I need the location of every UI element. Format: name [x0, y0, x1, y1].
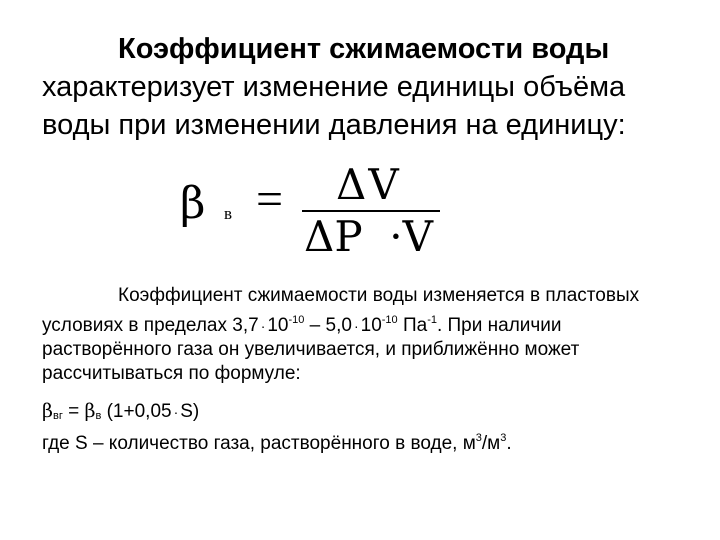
gas-formula-beta: β — [42, 400, 53, 422]
gas-formula-sub-v: в — [95, 410, 102, 422]
multiply-dot: · — [173, 404, 179, 420]
formula-equals: = — [256, 173, 284, 226]
gas-formula — [42, 400, 199, 423]
definition-text: характеризует изменение единицы объёма воды при изменении давления на единицу: — [42, 71, 626, 141]
where-line — [42, 432, 512, 455]
exponent-2: -10 — [381, 314, 398, 326]
range-paragraph — [42, 284, 692, 386]
formula-beta-subscript: в — [224, 204, 233, 223]
gas-formula-expr-start: (1+0,05 — [101, 401, 172, 422]
where-sup-2: 3 — [500, 432, 507, 444]
range-text-end: . При наличии растворённого газа он увеличивается, и приближённо может рассчитываться по формуле: — [42, 315, 580, 384]
ten-base-2: 10 — [360, 315, 382, 336]
where-text: где S – количество газа, растворённого в воде, м — [42, 433, 476, 454]
formula-numerator: ΔV — [336, 160, 401, 209]
formula-beta: β — [180, 178, 206, 229]
where-sup-1: 3 — [475, 432, 482, 444]
formula-denominator: ΔP ·V — [304, 212, 433, 261]
unit-pa: Па — [402, 315, 428, 336]
multiply-dot: · — [353, 318, 359, 334]
gas-formula-eq: = — [62, 401, 85, 422]
where-slash: /м — [481, 433, 501, 454]
exponent-3: -1 — [427, 314, 437, 326]
where-end: . — [506, 433, 512, 454]
multiply-dot: · — [260, 318, 266, 334]
gas-formula-expr-end: S) — [180, 401, 200, 422]
range-second-value: – 5,0 — [304, 315, 352, 336]
gas-formula-sub-vg: вг — [52, 410, 63, 422]
definition-paragraph — [42, 30, 692, 144]
compressibility-formula — [172, 160, 452, 261]
gas-formula-beta-2: β — [84, 400, 96, 422]
exponent-1: -10 — [288, 314, 305, 326]
ten-base-1: 10 — [267, 315, 289, 336]
term-title: Коэффициент сжимаемости воды — [118, 33, 610, 65]
range-text-start: Коэффициент сжимаемости воды изменяется в пластовых условиях в пределах 3,7 — [42, 285, 640, 336]
